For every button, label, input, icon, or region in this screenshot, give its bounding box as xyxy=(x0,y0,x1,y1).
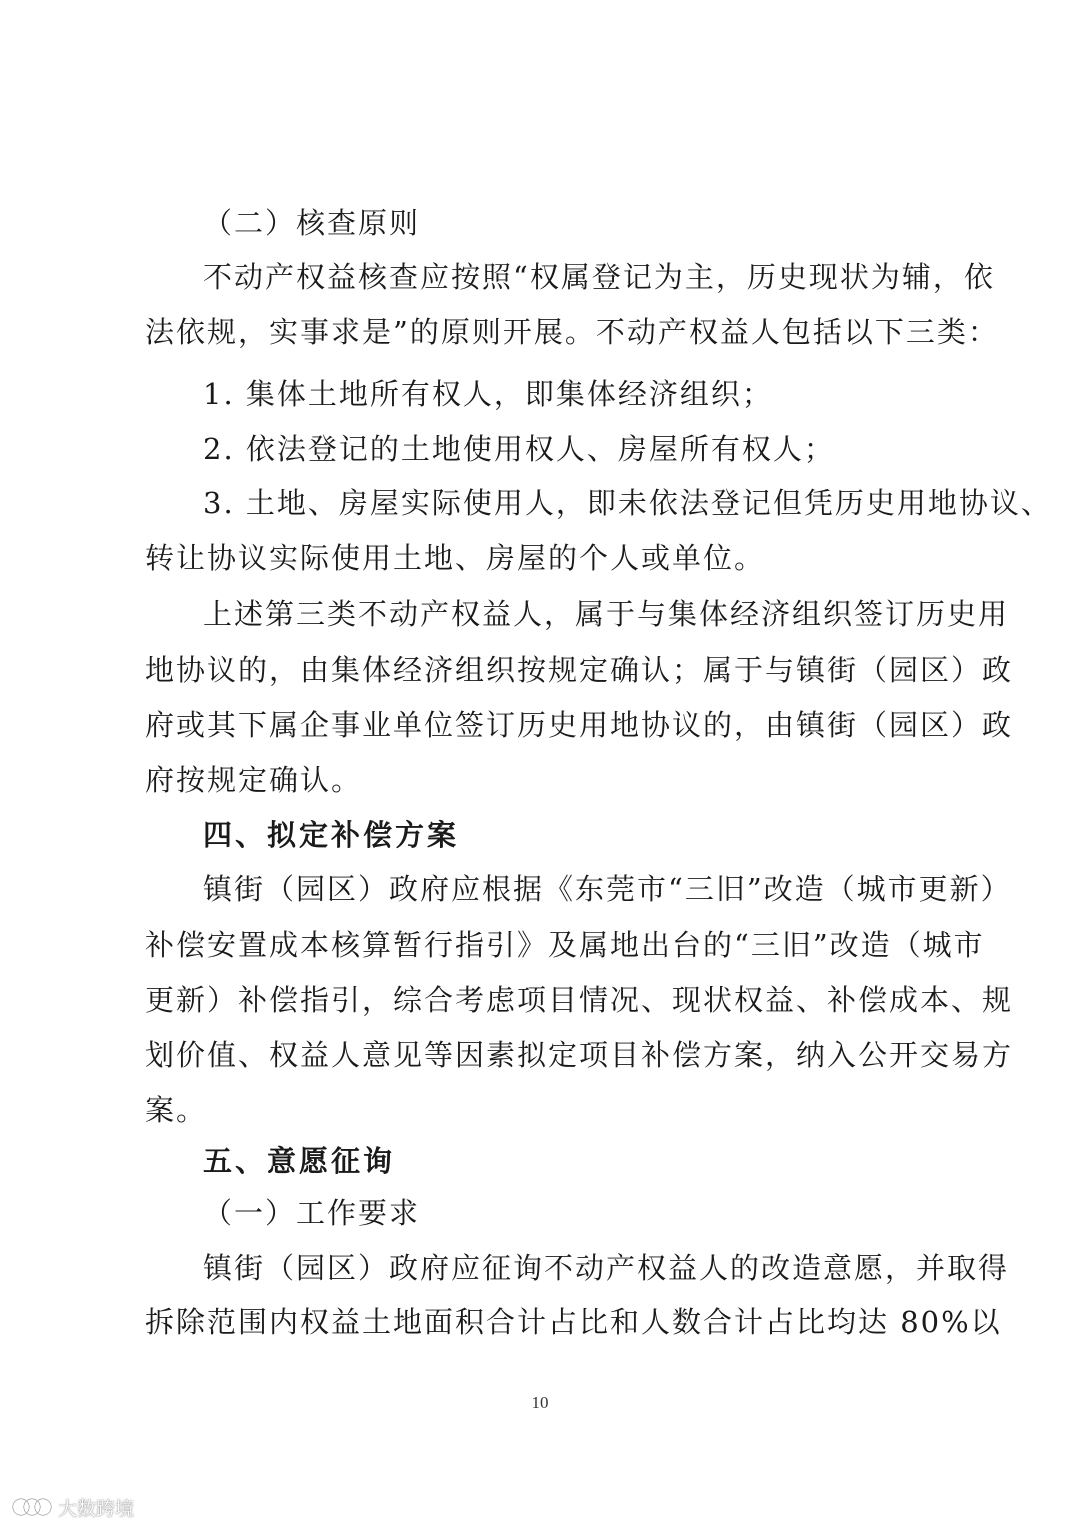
logo-icon xyxy=(12,1496,52,1518)
watermark-text: 大数跨境 xyxy=(58,1497,135,1520)
paragraph-line: 不动产权益核查应按照“权属登记为主，历史现状为辅，依 xyxy=(203,260,995,294)
section-heading-compensation-plan: 四、拟定补偿方案 xyxy=(203,818,460,852)
paragraph-line: 镇街（园区）政府应征询不动产权益人的改造意愿，并取得 xyxy=(203,1251,1010,1285)
watermark xyxy=(12,1494,134,1520)
paragraph-line: 拆除范围内权益土地面积合计占比和人数合计占比均达 80%以 xyxy=(145,1305,1002,1339)
paragraph-line: 划价值、权益人意见等因素拟定项目补偿方案，纳入公开交易方 xyxy=(145,1038,1014,1072)
list-item-2: 2. 依法登记的土地使用权人、房屋所有权人； xyxy=(203,432,835,466)
section-heading-intention-survey: 五、意愿征询 xyxy=(203,1144,396,1178)
paragraph-line: 上述第三类不动产权益人，属于与集体经济组织签订历史用 xyxy=(203,597,1010,631)
paragraph-line: 转让协议实际使用土地、房屋的个人或单位。 xyxy=(145,541,766,575)
paragraph-line: 法依规，实事求是”的原则开展。不动产权益人包括以下三类： xyxy=(145,315,999,349)
paragraph-line: 府或其下属企事业单位签订历史用地协议的，由镇街（园区）政 xyxy=(145,708,1014,742)
paragraph-line: 镇街（园区）政府应根据《东莞市“三旧”改造（城市更新） xyxy=(203,872,1012,906)
list-item-3: 3. 土地、房屋实际使用人，即未依法登记但凭历史用地协议、 xyxy=(203,486,1052,520)
page-number: 10 xyxy=(531,1393,549,1412)
list-item-1: 1. 集体土地所有权人，即集体经济组织； xyxy=(203,377,773,411)
paragraph-line: 案。 xyxy=(145,1093,208,1127)
paragraph-line: 补偿安置成本核算暂行指引》及属地出台的“三旧”改造（城市 xyxy=(145,928,985,962)
subheading-verification-principles: （二）核查原则 xyxy=(203,206,421,240)
paragraph-line: 地协议的，由集体经济组织按规定确认；属于与镇街（园区）政 xyxy=(145,653,1014,687)
paragraph-line: 府按规定确认。 xyxy=(145,763,363,797)
subheading-work-requirements: （一）工作要求 xyxy=(203,1196,421,1230)
paragraph-line: 更新）补偿指引，综合考虑项目情况、现状权益、补偿成本、规 xyxy=(145,983,1014,1017)
